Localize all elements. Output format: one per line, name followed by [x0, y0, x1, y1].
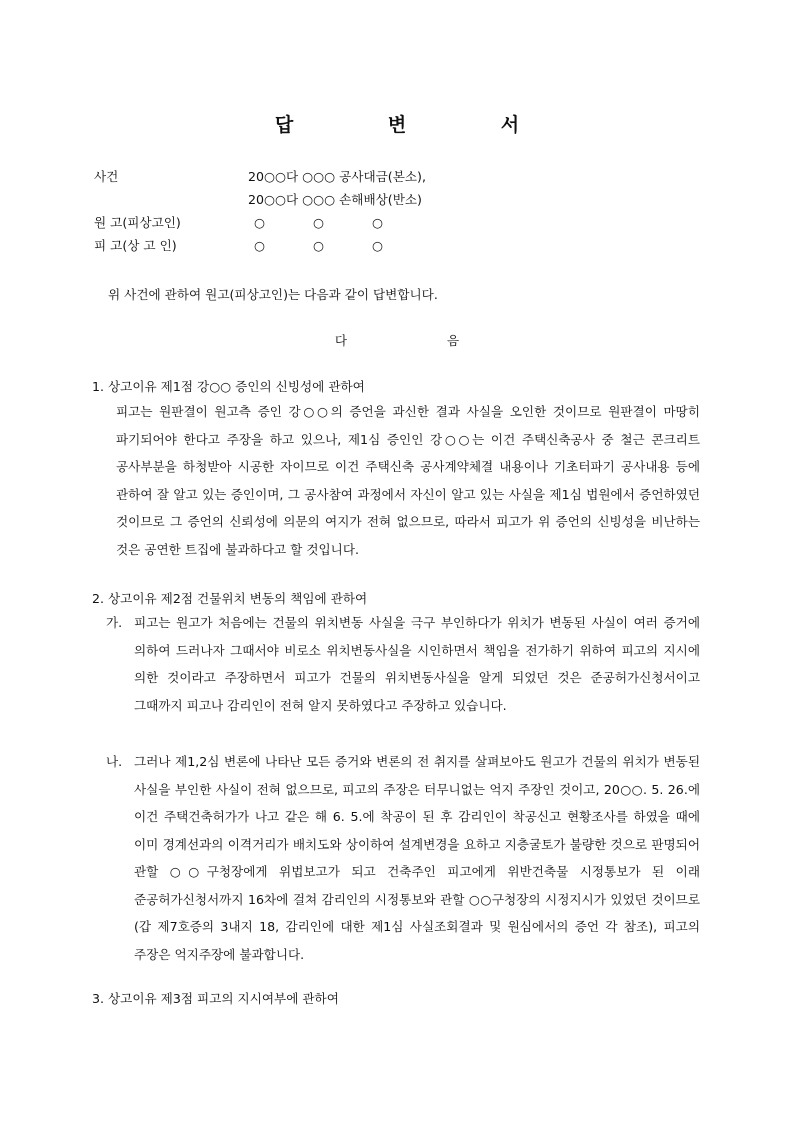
case-label: 사건 [94, 169, 119, 184]
section-3-title: 3. 상고이유 제3점 피고의 지시여부에 관하여 [92, 991, 339, 1006]
section-2-item-ga [106, 609, 700, 749]
item-na-body: 그러나 제1,2심 변론에 나타난 모든 증거와 변론의 전 취지를 살펴보아도 원고가 건물의 위치가 변동된 사실을 부인한 사실이 전혀 없으므로, 피고의 주장은 터무니없는 억지 주장인 것이고, 20○○. 5. 26.에 이건 주택건축허가가 나고 같은 해 6. 5.에 착공이 된 후 감리인이 착공신고 현황조사를 하였을 때에 이미 경계선과의 이격거리가 배치도와 상이하여 설계변경을 요하고 지층굴토가 불량한 것으로 판명되어 관할 ○○구청장에게 위법보고가 되고 건축주인 피고에게 위반건축물 시정통보가 된 이래 준공허가신청서까지 16차에 걸쳐 감리인의 시정통보와 관할 ○○구청장의 시정지시가 있었던 것이므로(갑 제7호증의 3내지 18, 감리인에 대한 제1심 사실조회결과 및 원심에서의 증언 각 참조), 피고의 주장은 억지주장에 불과합니다. [134, 754, 700, 962]
defendant-row [94, 235, 405, 257]
plaintiff-name: ○ ○ ○ [254, 215, 405, 230]
case-number-row-2 [94, 189, 422, 211]
plaintiff-row [94, 212, 405, 234]
section-heading: 다 음 [334, 333, 508, 348]
section-1-body: 피고는 원판결이 원고측 증인 강○○의 증언을 과신한 결과 사실을 오인한 것이므로 원판결이 마땅히 파기되어야 한다고 주장을 하고 있으나, 제1심 증인인 강○○는 이건 주택신축공사 중 철근 콘크리트 공사부분을 하청받아 시공한 자이므로 이건 주택신축 공사계약체결 내용이나 기초터파기 공사내용 등에 관하여 잘 알고 있는 증인이며, 그 공사참여 과정에서 자신이 알고 있는 사실을 제1심 법원에서 증언하였던 것이므로 그 증언의 신뢰성에 의문의 여지가 전혀 없으므로, 따라서 피고가 위 증언의 신빙성을 비난하는 것은 공연한 트집에 불과하다고 할 것입니다. [116, 404, 700, 557]
case-number-line-1: 20○○다 ○○○ 공사대금(본소), [248, 169, 426, 184]
defendant-label: 피 고(상 고 인) [94, 238, 177, 253]
plaintiff-label: 원 고(피상고인) [94, 215, 181, 230]
item-na-marker: 나. [106, 754, 123, 769]
item-ga-marker: 가. [106, 615, 123, 630]
section-1-title: 1. 상고이유 제1점 강○○ 증인의 신빙성에 관하여 [92, 379, 365, 394]
case-number-row [94, 166, 426, 188]
section-2-title: 2. 상고이유 제2점 건물위치 변동의 책임에 관하여 [92, 591, 368, 606]
case-number-line-2: 20○○다 ○○○ 손해배상(반소) [248, 192, 422, 207]
section-2-item-na [106, 748, 700, 978]
intro-sentence: 위 사건에 관하여 원고(피상고인)는 다음과 같이 답변합니다. [108, 287, 438, 302]
document-title: 답 변 서 [274, 114, 564, 136]
defendant-name: ○ ○ ○ [254, 238, 405, 253]
item-ga-body: 피고는 원고가 처음에는 건물의 위치변동 사실을 극구 부인하다가 위치가 변동된 사실이 여러 증거에 의하여 드러나자 그때서야 비로소 위치변동사실을 시인하면서 책임을 전가하기 위하여 피고의 지시에 의한 것이라고 주장하면서 피고가 건물의 위치변동사실을 알게 되었던 것은 준공허가신청서이고 그때까지 피고나 감리인이 전혀 알지 못하였다고 주장하고 있습니다. [134, 615, 700, 713]
